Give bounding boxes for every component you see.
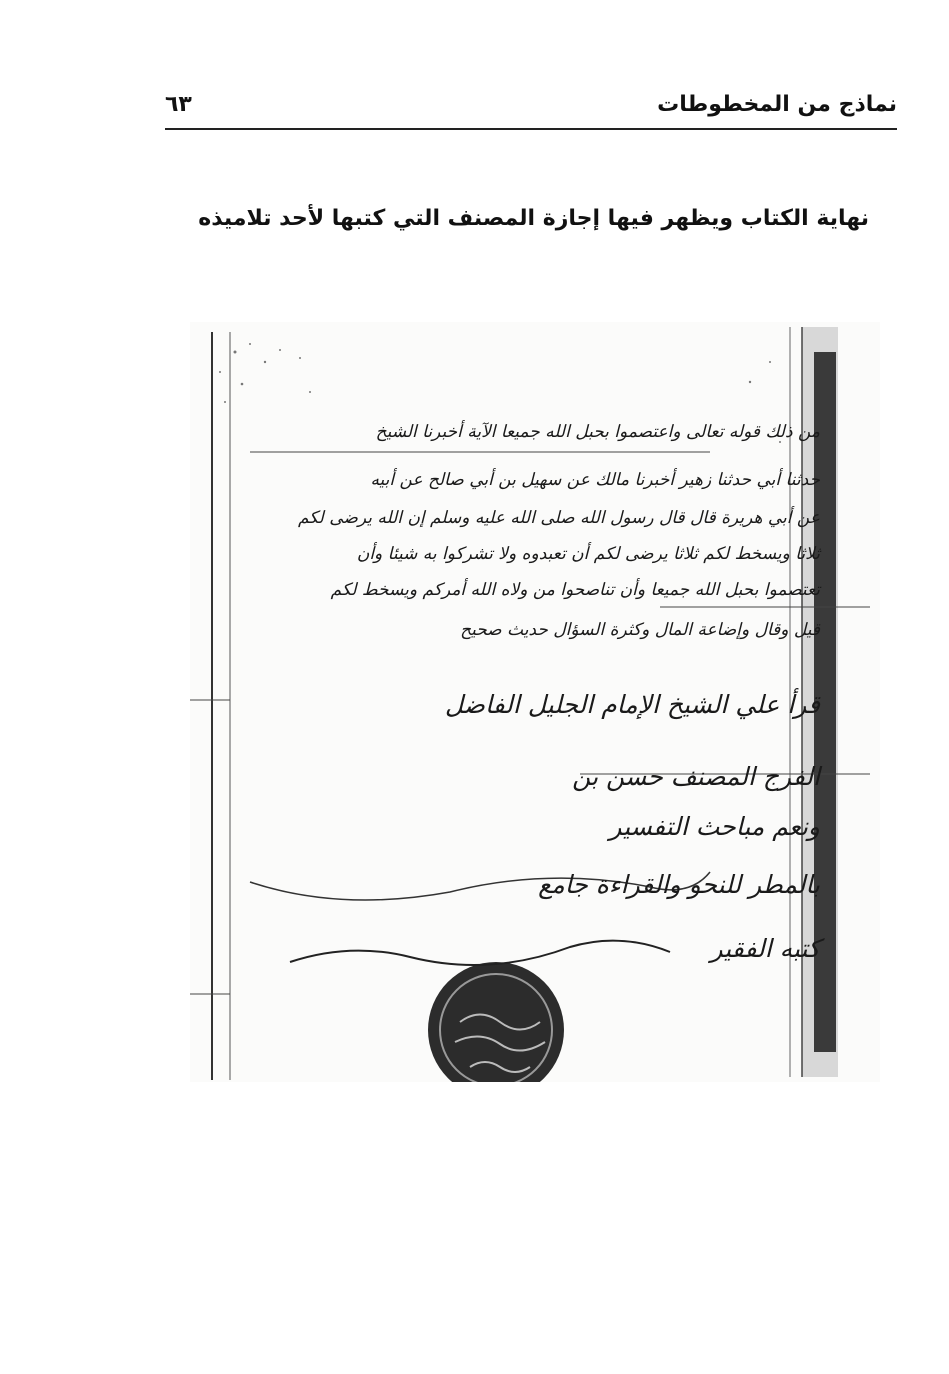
manuscript-line: حدثنا أبي حدثنا زهير أخبرنا مالك عن سهيل بن أبي صالح عن أبيه: [370, 470, 820, 490]
manuscript-image: [190, 322, 880, 1082]
running-title: نماذج من المخطوطات: [657, 92, 897, 117]
manuscript-line: بالمطر للنحو والقراءة جامع: [538, 870, 820, 899]
manuscript-line: من ذلك قوله تعالى واعتصموا بحبل الله جميعا الآية أخبرنا الشيخ: [375, 422, 820, 442]
page-number: ٦٣: [165, 92, 192, 117]
manuscript-line: ثلاثا ويسخط لكم ثلاثا يرضى لكم أن تعبدوه ولا تشركوا به شيئا وأن: [356, 544, 820, 564]
page-header: [165, 88, 897, 130]
manuscript-line: الفرج المصنف حسن بن: [572, 762, 820, 791]
manuscript-line: قيل وقال وإضاعة المال وكثرة السؤال حديث صحيح: [460, 620, 820, 640]
manuscript-line: قرأ علي الشيخ الإمام الجليل الفاضل: [444, 690, 820, 719]
manuscript-line: كتبه الفقير: [710, 934, 820, 963]
manuscript-line: عن أبي هريرة قال قال رسول الله صلى الله عليه وسلم إن الله يرضى لكم: [297, 508, 820, 528]
figure-caption: نهاية الكتاب ويظهر فيها إجازة المصنف التي كتبها لأحد تلاميذه: [198, 206, 869, 231]
manuscript-line: ونعم مباحث التفسير: [609, 812, 820, 841]
manuscript-line: تعتصموا بحبل الله جميعا وأن تناصحوا من ولاه الله أمركم ويسخط لكم: [330, 580, 820, 600]
